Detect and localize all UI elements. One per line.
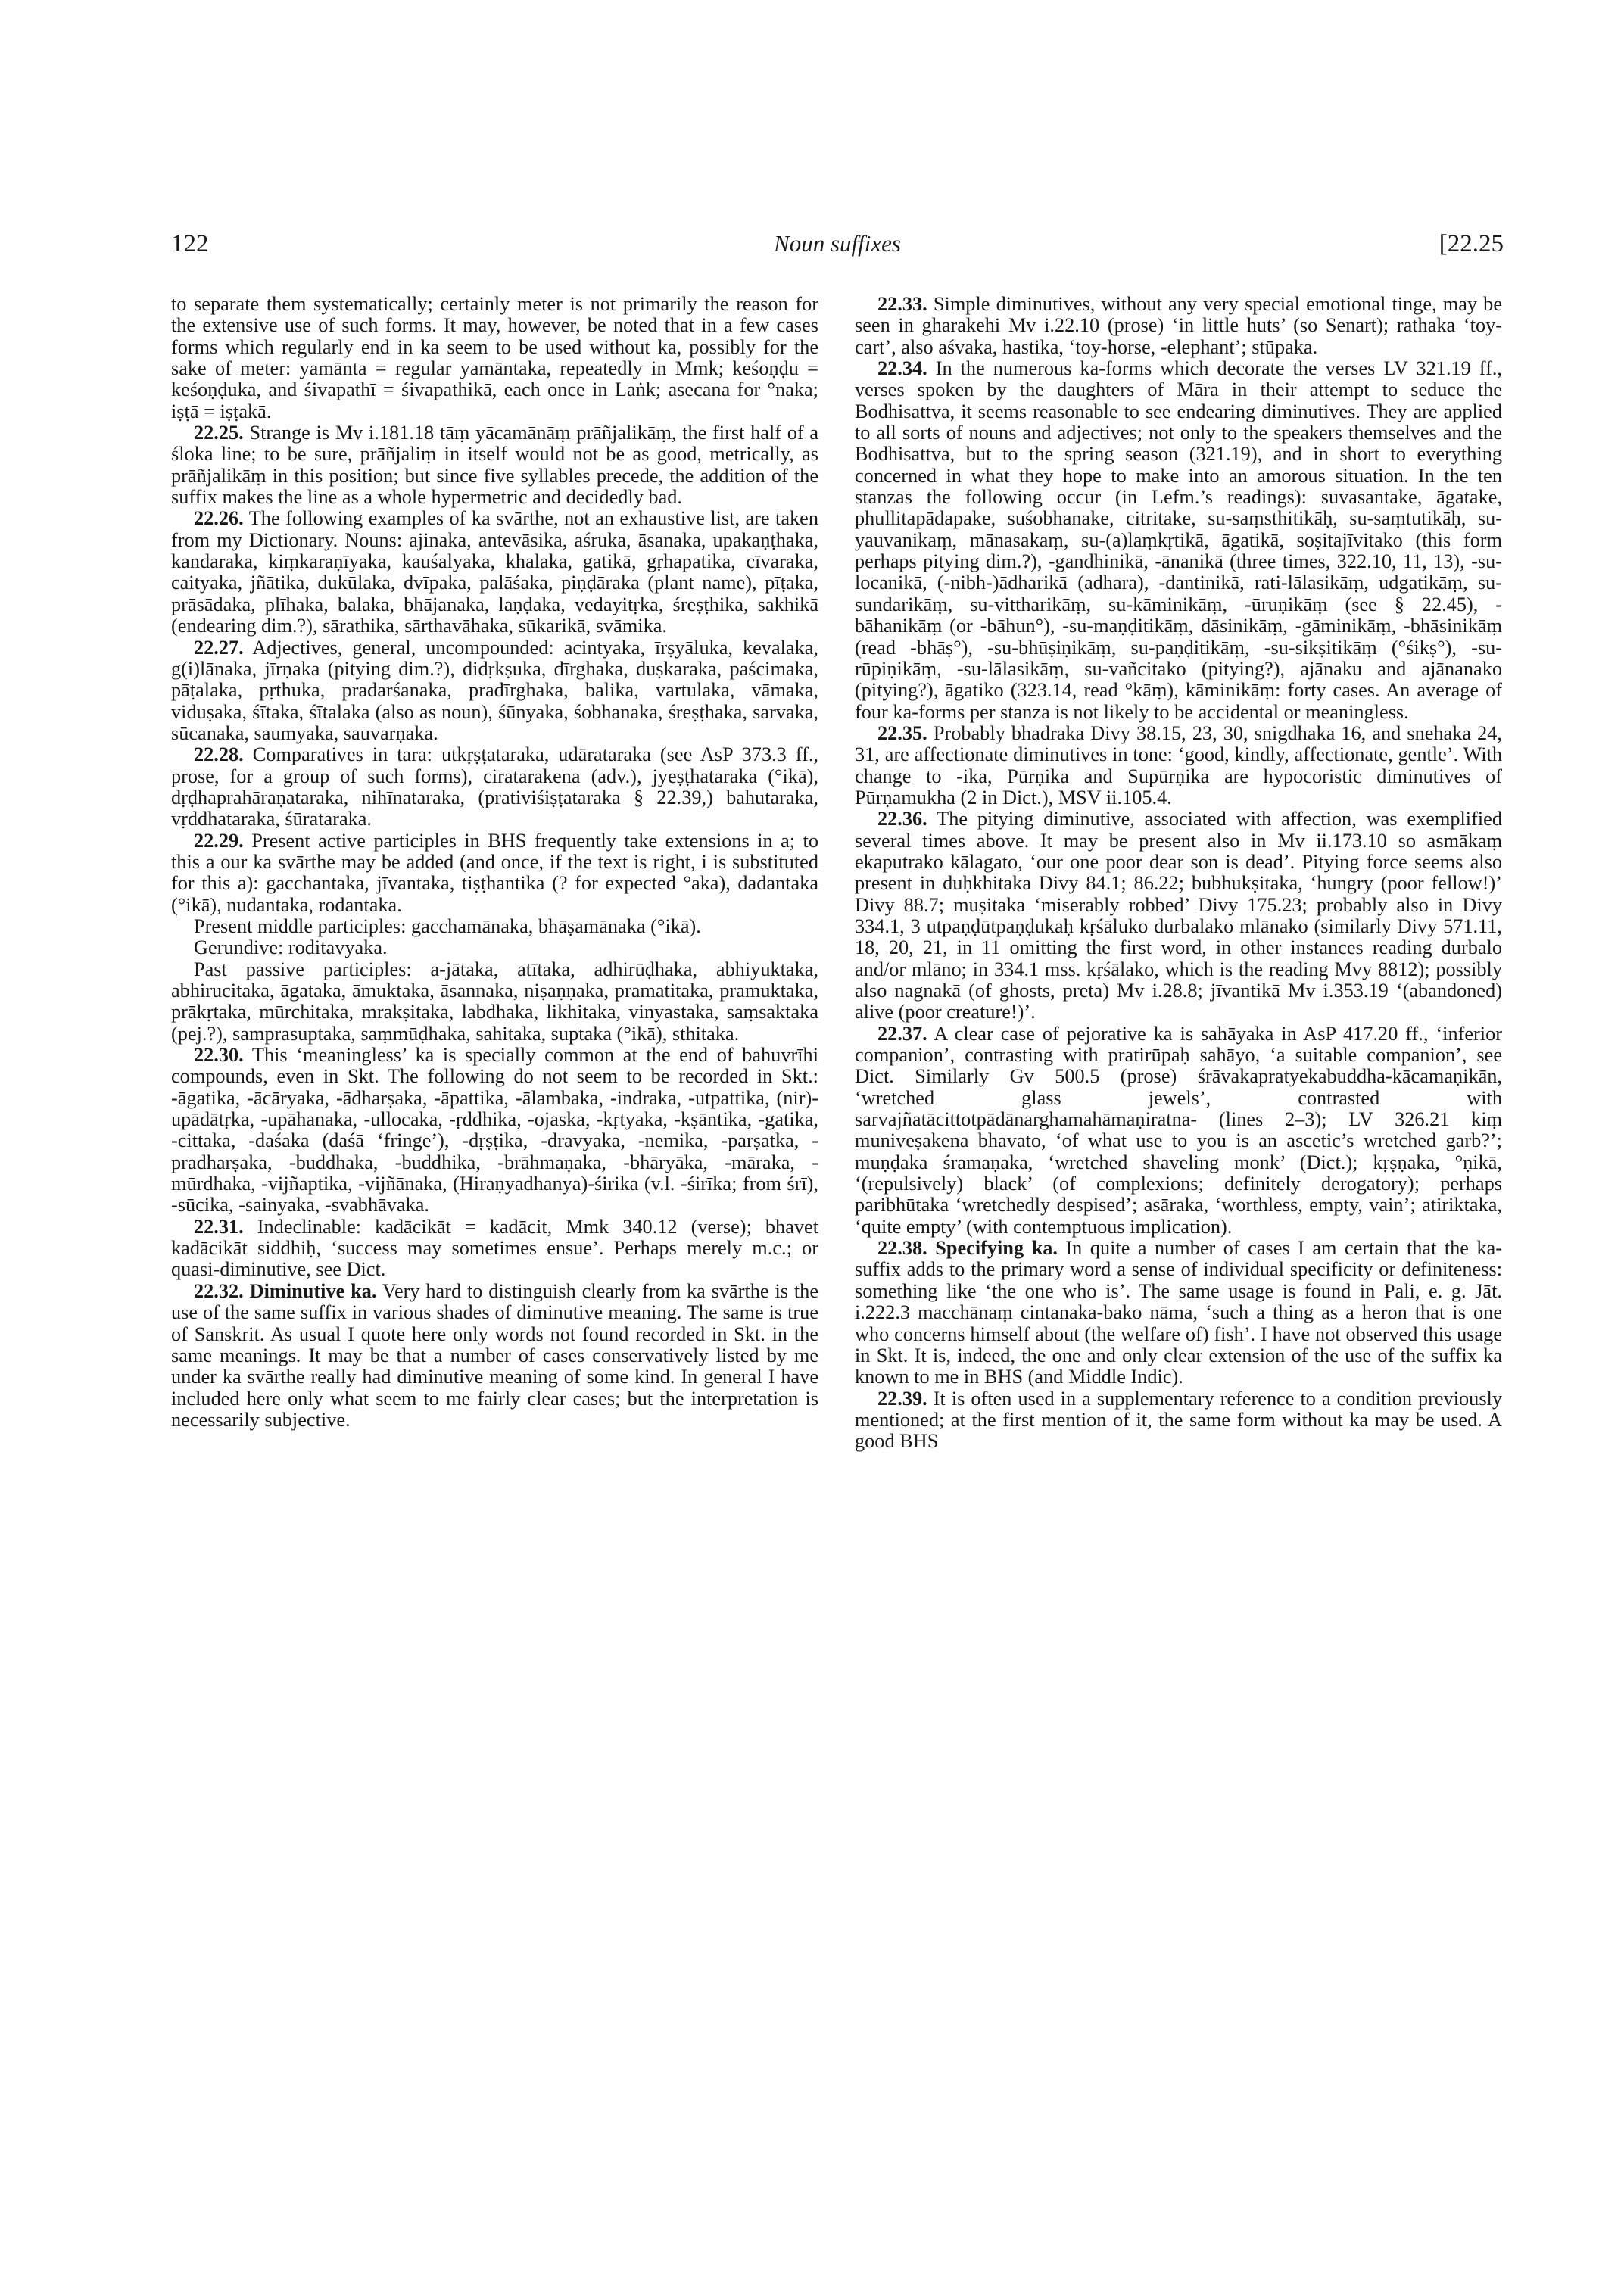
section-number: 22.34. (877, 357, 927, 380)
section-reference: [22.25 (1439, 230, 1504, 257)
section-number: 22.38. (877, 1237, 927, 1260)
section-number: 22.27. (194, 636, 244, 659)
paragraph-text: Indeclinable: kadācikāt = kadācit, Mmk 340.12 (verse); bhavet kadācikāt siddhiḥ, ‘success may sometimes ensue’. Perhaps merely m.c.; or quasi-diminutive, see Dict. (171, 1215, 818, 1281)
section-number: 22.30. (194, 1044, 244, 1067)
section-number: 22.31. (194, 1215, 244, 1238)
section-number: 22.33. (877, 293, 927, 315)
section-number: 22.26. (194, 507, 244, 530)
section-number: 22.25. (194, 422, 244, 444)
section-number: 22.29. (194, 829, 244, 852)
paragraph-text: The pitying diminutive, associated with affection, was exemplified several times above. It may be present also in Mv ii.173.10 so asmākaṃ ekaputrako kālagato, ‘our one poor dear son is dead’. Pitying force seems also present in duḥkhitaka Divy 84.1; 86.22; bubhukṣitaka, ‘hungry (poor fellow!)’ Divy 88.7; muṣitaka ‘miserably robbed’ Divy 175.23; probably also in Divy 334.1, 3 utpaṇḍūtpaṇḍukaḥ kṛśāluko durbalako mlānako (similarly Divy 571.11, 18, 20, 21, in 11 omitting the first word, in other instances reading durbalo and/or mlāno; in 334.1 mss. kṛśālako, which is the reading Mvy 8812); possibly also nagnakā (of ghosts, preta) Mv i.28.8; jīvantikā Mv i.353.19 ‘(abandoned) alive (poor creature!)’. (855, 808, 1502, 1023)
paragraph-text: Present active participles in BHS frequently take extensions in a; to this a our ka svārthe may be added (and once, if the text is right, i is substituted for this a): gacchantaka, jīvantaka, tiṣṭhantika (? for expected °aka), dadantaka (°ikā), nudantaka, rodantaka. (171, 829, 818, 916)
right-column (855, 294, 1502, 1453)
paragraph-22-27 (171, 637, 818, 745)
paragraph-22-26 (171, 508, 818, 637)
paragraph-text: It is often used in a supplementary reference to a condition previously mentioned; at the first mention of it, the same form without ka may be used. A good BHS (855, 1387, 1503, 1453)
paragraph-text: In quite a number of cases I am certain that the ka-suffix adds to the primary word a sense of individual specificity or definiteness: something like ‘the one who is’. The same usage is found in Pali, e. g. Jāt. i.222.3 macchānaṃ cintanaka-bako nāma, ‘such a thing as a heron that is one who concerns himself about (the welfare of) fish’. I have not observed this usage in Skt. It is, indeed, the one and only clear extension of the use of the suffix ka known to me in BHS (and Middle Indic). (855, 1237, 1503, 1388)
paragraph-22-29 (171, 830, 818, 916)
paragraph-gerundive (171, 937, 818, 958)
section-number: 22.37. (877, 1022, 927, 1045)
paragraph-text: Simple diminutives, without any very special emotional tinge, may be seen in gharakehi Mv i.22.10 (prose) ‘in little huts’ (so Senart); rathaka ‘toy-cart’, also aśvaka, hastika, ‘toy-horse, -elephant’; stūpaka. (855, 293, 1502, 358)
paragraph-22-36 (855, 808, 1502, 1023)
paragraph-text: Comparatives in tara: utkṛṣṭataraka, udārataraka (see AsP 373.3 ff., prose, for a group of such forms), ciratarakena (adv.), jyeṣṭhataraka (°ikā), dṛḍhaprahāraṇataraka, nihīnataraka, (prativiśiṣṭataraka § 22.39,) bahutaraka, vṛddhataraka, śūrataraka. (171, 743, 818, 830)
section-title: Specifying ka. (935, 1237, 1058, 1260)
paragraph-text: In the numerous ka-forms which decorate the verses LV 321.19 ff., verses spoken by the daughters of Māra in their attempt to seduce the Bodhisattva, it seems reasonable to see endearing diminutives. They are applied to all sorts of nouns and adjectives; not only to the speakers themselves and the Bodhisattva, but to the spring season (321.19), and in short to everything concerned in what they hope to make into an amorous situation. In the ten stanzas the following occur (in Lefm.’s readings): suvasantake, āgatake, phullitapādapake, suśobhanake, citritake, su-saṃsthitikāḥ, su-saṃtutikāḥ, su-yauvanikaṃ, mānasakaṃ, su-(a)laṃkṛtikā, āgatikā, soṣitajīvitako (this form perhaps pitying dim.?), -gandhinikā, -ānanikā (three times, 322.10, 11, 13), -su-locanikā, (-nibh-)ādharikā (adhara), -dantinikā, rati-lālasikāṃ, udgatikāṃ, su-sundarikāṃ, su-vittharikāṃ, su-kāminikāṃ, -ūruṇikāṃ (see § 22.45), -bāhanikāṃ (or -bāhun°), -su-maṇḍitikāṃ, dāsinikāṃ, -gāminikāṃ, -bhāsinikāṃ (read -bhāṣ°), -su-bhūṣiṇikāṃ, su-paṇḍitikāṃ, -su-sikṣitikāṃ (°śikṣ°), -su-rūpiṇikāṃ, -su-lālasikāṃ, su-vañcitako (pitying?), ajānaku and ajānanako (pitying?), āgatiko (323.14, read °kāṃ), kāminikāṃ: forty cases. An average of four ka-forms per stanza is not likely to be accidental or meaningless. (855, 357, 1502, 723)
section-number: 22.32. (194, 1279, 244, 1302)
paragraph-text: Probably bhadraka Divy 38.15, 23, 30, snigdhaka 16, and snehaka 24, 31, are affectionate diminutives in tone: ‘good, kindly, affectionate, gentle’. With change to -ika, Pūrṇika and Supūrṇika are hypocoristic diminutives of Pūrṇamukha (2 in Dict.), MSV ii.105.4. (855, 721, 1502, 808)
paragraph-22-33 (855, 294, 1502, 358)
paragraph-text: Very hard to distinguish clearly from ka svārthe is the use of the same suffix in various shades of diminutive meaning. The same is true of Sanskrit. As usual I quote here only words not found recorded in Skt. in the same meanings. It may be that a number of cases conservatively listed by me under ka svārthe really had diminutive meaning of some kind. In general I have included here only what seem to me fairly clear cases; but the interpretation is necessarily subjective. (171, 1279, 818, 1431)
section-title: Diminutive ka. (249, 1279, 377, 1302)
left-column (171, 294, 818, 1431)
paragraph-text: A clear case of pejorative ka is sahāyaka in AsP 417.20 ff., ‘inferior companion’, contrasting with pratirūpaḥ sahāyo, ‘a suitable companion’, see Dict. Similarly Gv 500.5 (prose) śrāvakapratyekabuddha-kācamaṇikān, ‘wretched glass jewels’, contrasted with sarvajñatācittotpādānarghamahāmaṇiratna- (lines 2–3); LV 326.21 kiṃ muniveṣakena bhavato, ‘of what use to you is an ascetic’s wretched garb?’; muṇḍaka śramaṇaka, ‘wretched shaveling monk’ (Dict.); kṛṣṇaka, °ṇikā, ‘(repulsively) black’ (of complexions; definitely derogatory); perhaps paribhūtaka ‘wretchedly despised’; asāraka, ‘worthless, empty, vain’; atiriktaka, ‘quite empty’ (with contemptuous implication). (855, 1022, 1502, 1238)
paragraph-22-38 (855, 1238, 1502, 1388)
paragraph-continuation: to separate them systematically; certainly meter is not primarily the reason for the extensive use of such forms. It may, however, be noted that in a few cases forms which regularly end in ka seem to be used without ka, possibly for the sake of meter: yamānta = regular yamāntaka, repeatedly in Mmk; keśoṇḍu = keśoṇḍuka, and śivapathī = śivapathikā, each once in Laṅk; asecana for °naka; iṣṭā = iṣṭakā. (171, 293, 818, 422)
section-number: 22.28. (194, 743, 244, 766)
paragraph-text: Adjectives, general, uncompounded: acintyaka, īrṣyāluka, kevalaka, g(i)lānaka, jīrṇaka (pitying dim.?), didṛkṣuka, dīrghaka, duṣkaraka, paścimaka, pāṭalaka, pṛthuka, pradarśanaka, pradīrghaka, balika, vartulaka, vāmaka, viduṣaka, śītaka, śītalaka (also as noun), śūnyaka, śobhanaka, śreṣṭhaka, sarvaka, sūcanaka, saumyaka, sauvarṇaka. (171, 636, 818, 744)
running-title: Noun suffixes (774, 230, 901, 257)
paragraph-22-34 (855, 358, 1502, 723)
paragraph-text: Gerundive: roditavyaka. (194, 936, 388, 959)
paragraph-22-39 (855, 1388, 1502, 1453)
paragraph-22-32 (171, 1281, 818, 1431)
section-number: 22.39. (877, 1387, 927, 1410)
paragraph-past-participles (171, 959, 818, 1045)
paragraph-text: This ‘meaningless’ ka is specially common at the end of bahuvrīhi compounds, even in Skt. The following do not seem to be recorded in Skt.: -āgatika, -ācāryaka, -ādharṣaka, -āpattika, -ālambaka, -indraka, -utpattika, (nir)-upādātṛka, -upāhanaka, -ullocaka, -ṛddhika, -ojaska, -kṛtyaka, -kṣāntika, -gatika, -cittaka, -daśaka (daśā ‘fringe’), -dṛṣṭika, -dravyaka, -nemika, -parṣatka, -pradharṣaka, -buddhaka, -buddhika, -brāhmaṇaka, -bhāryāka, -māraka, -mūrdhaka, -vijñaptika, -vijñānaka, (Hiraṇyadhanya)-śirika (v.l. -śirīka; from śrī), -sūcika, -sainyaka, -svabhāvaka. (171, 1044, 818, 1217)
paragraph-text: Past passive participles: a-jātaka, atītaka, adhirūḍhaka, abhiyuktaka, abhirucitaka, āgataka, āmuktaka, āsannaka, niṣaṇṇaka, pramatitaka, pramuktaka, prākṛtaka, mūrchitaka, mrakṣitaka, labdhaka, likhitaka, vinyastaka, saṃsaktaka (pej.?), samprasuptaka, saṃmūḍhaka, sahitaka, suptaka (°ikā), sthitaka. (171, 958, 818, 1045)
paragraph-22-25 (171, 422, 818, 508)
page-number: 122 (171, 230, 209, 257)
paragraph-text: The following examples of ka svārthe, not an exhaustive list, are taken from my Dictionary. Nouns: ajinaka, antevāsika, aśruka, āsanaka, upakaṇṭhaka, kandaraka, kiṃkaraṇīyaka, kauśalyaka, khalaka, gatikā, gṛhapatika, cīvaraka, caityaka, jñātika, dukūlaka, dvīpaka, palāśaka, piṇḍāraka (plant name), pīṭaka, prāsādaka, plīhaka, balaka, bhājanaka, laṇḍaka, vedayitṛka, śreṣṭhika, sakhikā (endearing dim.?), sārathika, sārthavāhaka, sūkarikā, svāmika. (171, 507, 819, 637)
paragraph-22-31 (171, 1217, 818, 1281)
section-number: 22.35. (877, 721, 927, 744)
section-number: 22.36. (877, 808, 927, 830)
paragraph-22-28 (171, 744, 818, 830)
paragraph-22-30 (171, 1045, 818, 1217)
paragraph-text: Present middle participles: gacchamānaka, bhāṣamānaka (°ikā). (194, 914, 701, 937)
paragraph-22-37 (855, 1023, 1502, 1238)
paragraph-text: Strange is Mv i.181.18 tāṃ yācamānāṃ prāñjalikāṃ, the first half of a śloka line; to be sure, prāñjaliṃ in itself would not be as good, metrically, as prāñjalikāṃ in this position; but since five syllables precede, the addition of the suffix makes the line as a whole hypermetric and decidedly bad. (171, 422, 818, 509)
page-header (171, 230, 1504, 273)
paragraph-22-35 (855, 723, 1502, 808)
paragraph-middle-participles (171, 916, 818, 937)
